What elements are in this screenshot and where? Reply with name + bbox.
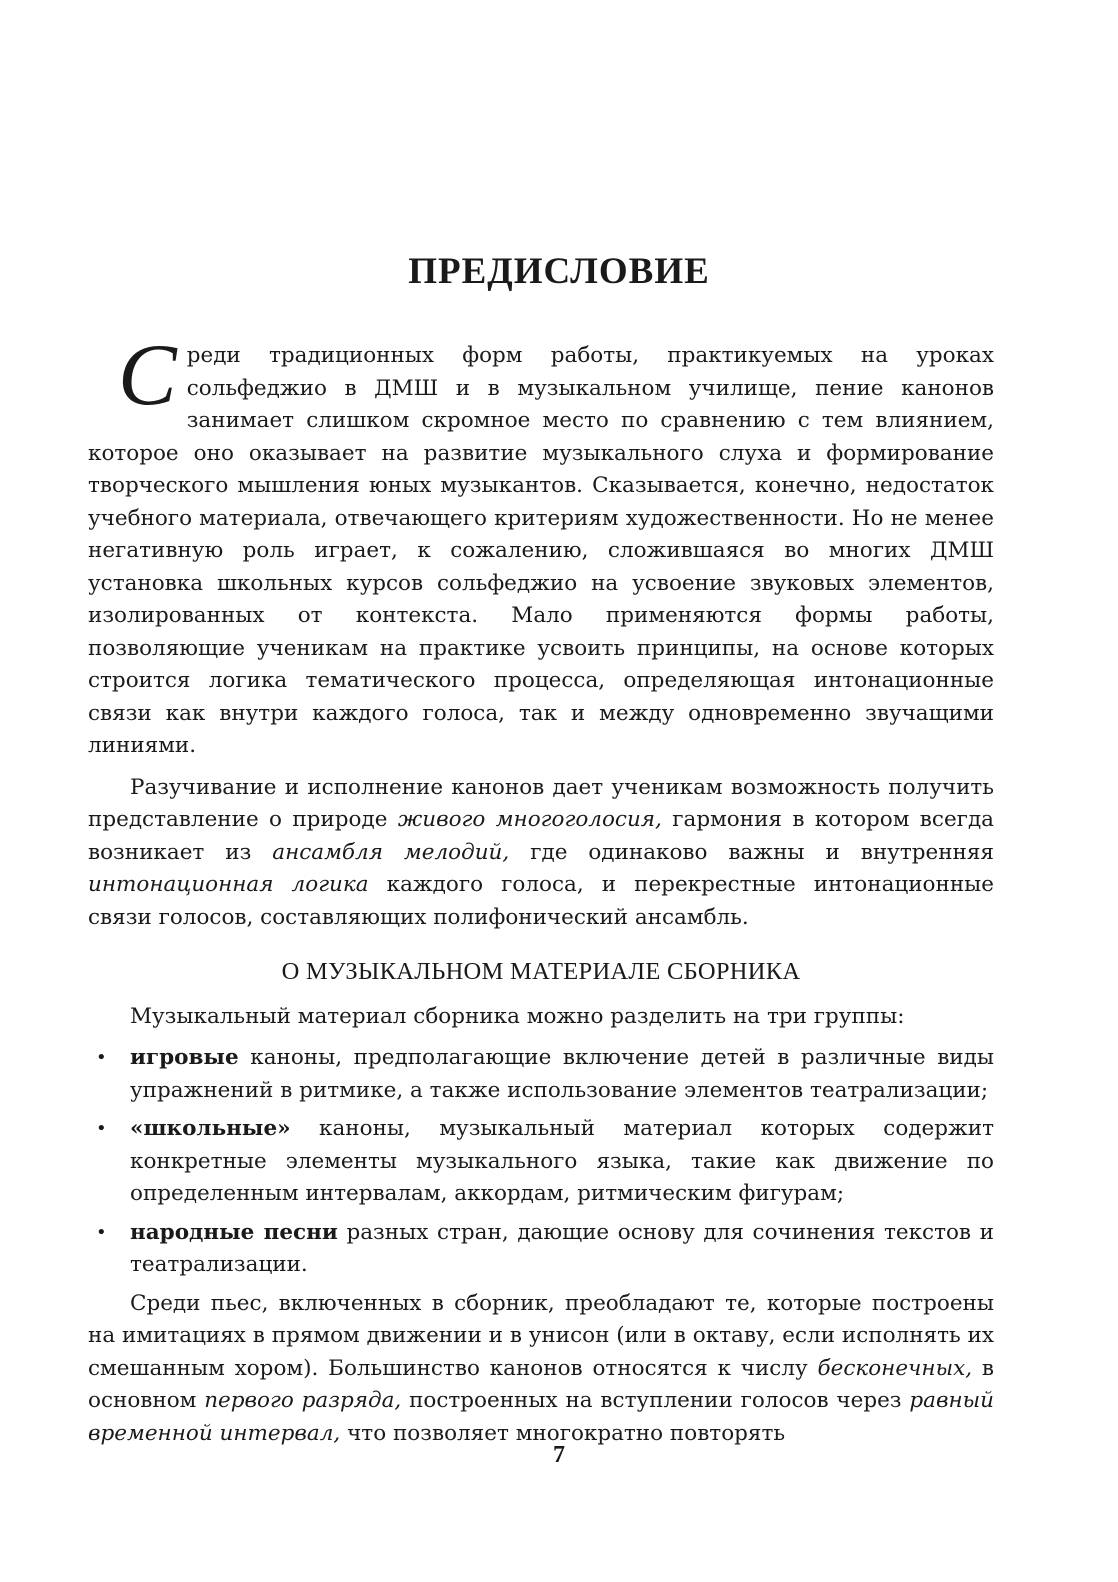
- page-title: ПРЕДИСЛОВИЕ: [408, 251, 710, 292]
- intro-text: реди традиционных форм работы, практикуемых на уроках сольфеджио в ДМШ и в музыкальном училище, пение канонов занимает слишком скромное место по сравнению с тем влиянием, которое оно оказывает на развитие музыкального слуха и формирование творческого мышления юных музыкантов. Сказывается, конечно, недостаток учебного материала, отвечающего критериям художественности. Но не менее негативную роль играет, к сожалению, сложившаяся во многих ДМШ установка школьных курсов сольфеджио на усвоение звуковых элементов, изолированных от контекста. Мало применяются формы работы, позволяющие ученикам на практике усвоить принципы, на основе которых строится логика тематического процесса, определяющая интонационные связи как внутри каждого голоса, так и между одновременно звучащими линиями.: [88, 343, 994, 758]
- list-item: [88, 1042, 994, 1107]
- intro-paragraph: [88, 327, 994, 763]
- section-heading: О МУЗЫКАЛЬНОМ МАТЕРИАЛЕ СБОРНИКА: [281, 958, 801, 985]
- text-run: разных стран, дающие основу для сочинения текстов и театрализации.: [130, 1219, 994, 1277]
- emphasis: равный временной интервал,: [88, 1388, 994, 1446]
- body-text: [88, 327, 995, 1459]
- drop-cap: С: [118, 327, 177, 424]
- emphasis: интонационная логика: [88, 872, 369, 897]
- section-lead: Музыкальный материал сборника можно разделить на три группы:: [130, 1003, 905, 1029]
- text-run: в основном: [88, 1355, 994, 1413]
- text-run: гармония в котором всегда возникает из: [88, 807, 995, 865]
- paragraph-2: [88, 772, 994, 935]
- text-run: каноны, предполагающие включение детей в различные виды упражнений в ритмике, а также использование элементов театрализации;: [130, 1045, 994, 1103]
- page-number: 7: [553, 1442, 565, 1468]
- bold-term: народные песни: [130, 1219, 338, 1245]
- emphasis: бесконечных,: [817, 1355, 973, 1381]
- paragraph-3: [88, 1288, 994, 1451]
- emphasis: первого разряда,: [204, 1388, 402, 1413]
- emphasis: ансамбля мелодий,: [272, 839, 510, 865]
- bullet-list: [88, 1042, 994, 1282]
- text-run: каждого голоса, и перекрестные интонационные связи голосов, составляющих полифонический ансамбль.: [88, 872, 994, 930]
- text-run: Среди пьес, включенных в сборник, преобладают те, которые построены на имитациях в прямом движении и в унисон (или в октаву, если исполнять их смешанным хором). Большинство канонов относятся к числу: [88, 1290, 994, 1381]
- bold-term: «школьные»: [130, 1116, 291, 1141]
- text-run: что позволяет многократно повторять: [340, 1420, 786, 1446]
- emphasis: живого многоголосия,: [397, 807, 662, 832]
- text-run: где одинаково важны и внутренняя: [509, 839, 994, 865]
- text-run: Разучивание и исполнение канонов дает ученикам возможность получить представление о природе: [88, 774, 994, 832]
- text-run: каноны, музыкальный материал которых содержит конкретные элементы музыкального языка, такие как движение по определенным интервалам, аккордам, ритмическим фигурам;: [130, 1116, 994, 1206]
- bold-term: игровые: [130, 1045, 239, 1070]
- text-run: построенных на вступлении голосов через: [401, 1388, 910, 1413]
- list-item: [88, 1217, 994, 1282]
- list-item: [88, 1113, 994, 1211]
